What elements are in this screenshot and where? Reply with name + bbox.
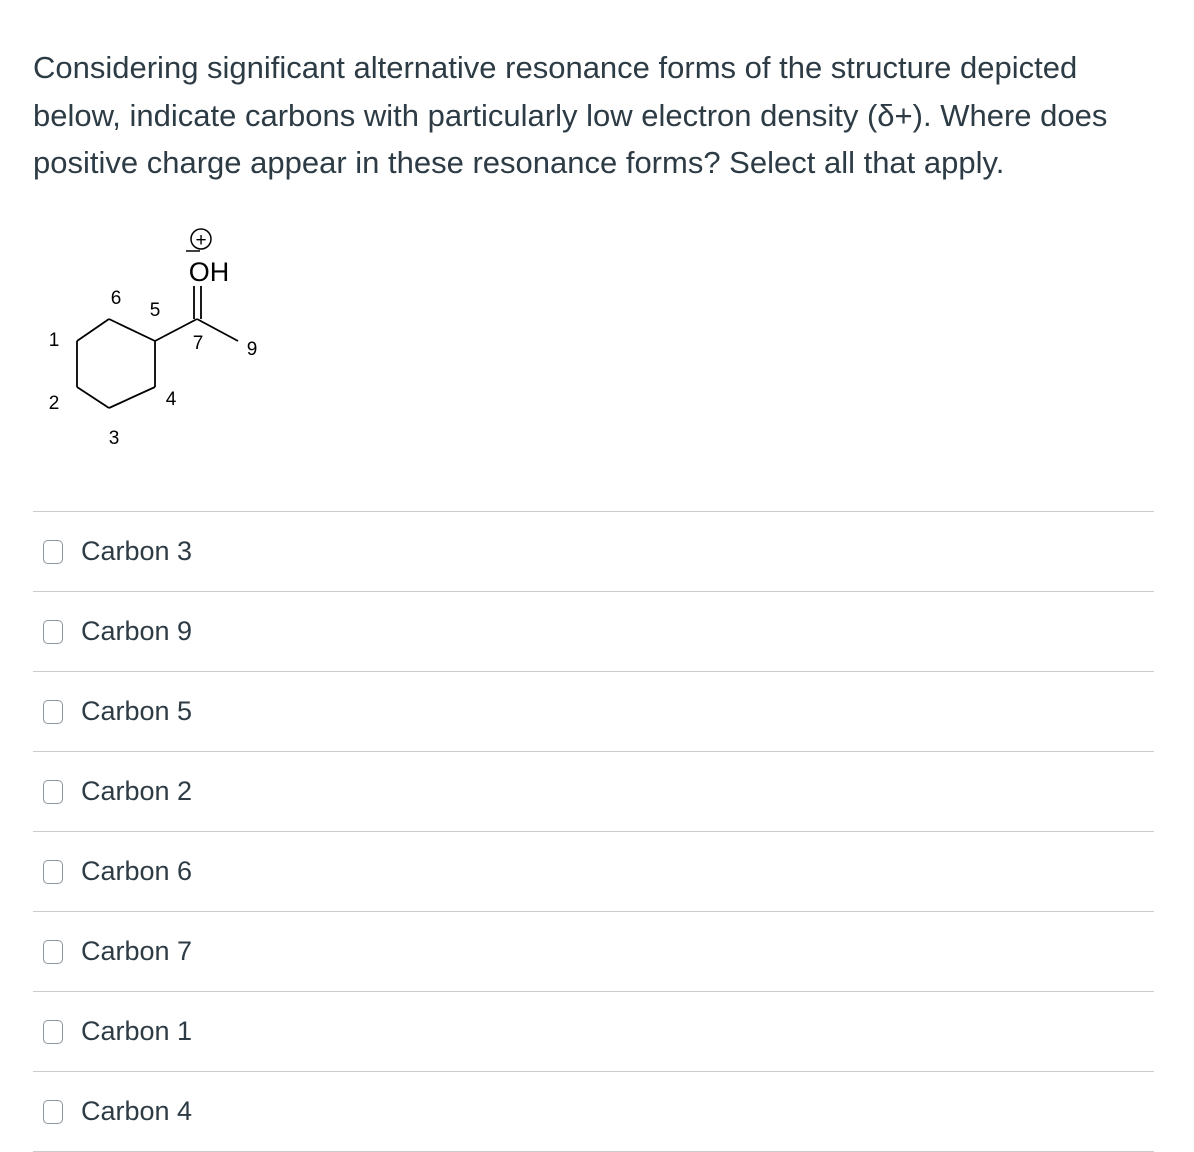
checkbox[interactable] (43, 1100, 63, 1124)
carbon-number-6: 6 (110, 288, 122, 309)
checkbox[interactable] (43, 940, 63, 964)
checkbox[interactable] (43, 860, 63, 884)
checkbox[interactable] (43, 1020, 63, 1044)
carbon-number-7: 7 (192, 333, 204, 354)
carbon-number-4: 4 (165, 389, 177, 410)
answer-label[interactable]: Carbon 6 (81, 856, 193, 886)
carbon-number-5: 5 (149, 300, 161, 321)
carbon-number-9: 9 (246, 339, 258, 360)
checkbox[interactable] (43, 700, 63, 724)
answer-label[interactable]: Carbon 5 (81, 696, 193, 726)
answer-label[interactable]: Carbon 4 (81, 1096, 193, 1126)
answer-option[interactable] (33, 1072, 1154, 1152)
question-text: Considering significant alternative resonance forms of the structure depicted below, indicate carbons with particularly low electron density (δ+). Where does positive charge appear in these resonance forms? Select all that apply. (33, 50, 1108, 180)
carbon-number-1: 1 (48, 330, 60, 351)
chemical-structure (30, 218, 290, 468)
answer-label[interactable]: Carbon 7 (81, 936, 193, 966)
checkbox[interactable] (43, 780, 63, 804)
answer-option[interactable] (33, 592, 1154, 672)
carbon-number-2: 2 (48, 393, 60, 414)
charge-symbol: + (195, 230, 207, 251)
answer-option[interactable] (33, 512, 1154, 592)
answer-option[interactable] (33, 912, 1154, 992)
oh-label: OH (188, 257, 230, 287)
answer-option[interactable] (33, 752, 1154, 832)
answer-label[interactable]: Carbon 1 (81, 1016, 193, 1046)
answer-label[interactable]: Carbon 3 (81, 536, 193, 566)
answer-option[interactable] (33, 832, 1154, 912)
checkbox[interactable] (43, 620, 63, 644)
answer-option[interactable] (33, 672, 1154, 752)
checkbox[interactable] (43, 540, 63, 564)
answer-list (33, 511, 1154, 1152)
carbon-number-3: 3 (108, 428, 120, 449)
answer-label[interactable]: Carbon 9 (81, 616, 193, 646)
answer-option[interactable] (33, 992, 1154, 1072)
answer-label[interactable]: Carbon 2 (81, 776, 193, 806)
